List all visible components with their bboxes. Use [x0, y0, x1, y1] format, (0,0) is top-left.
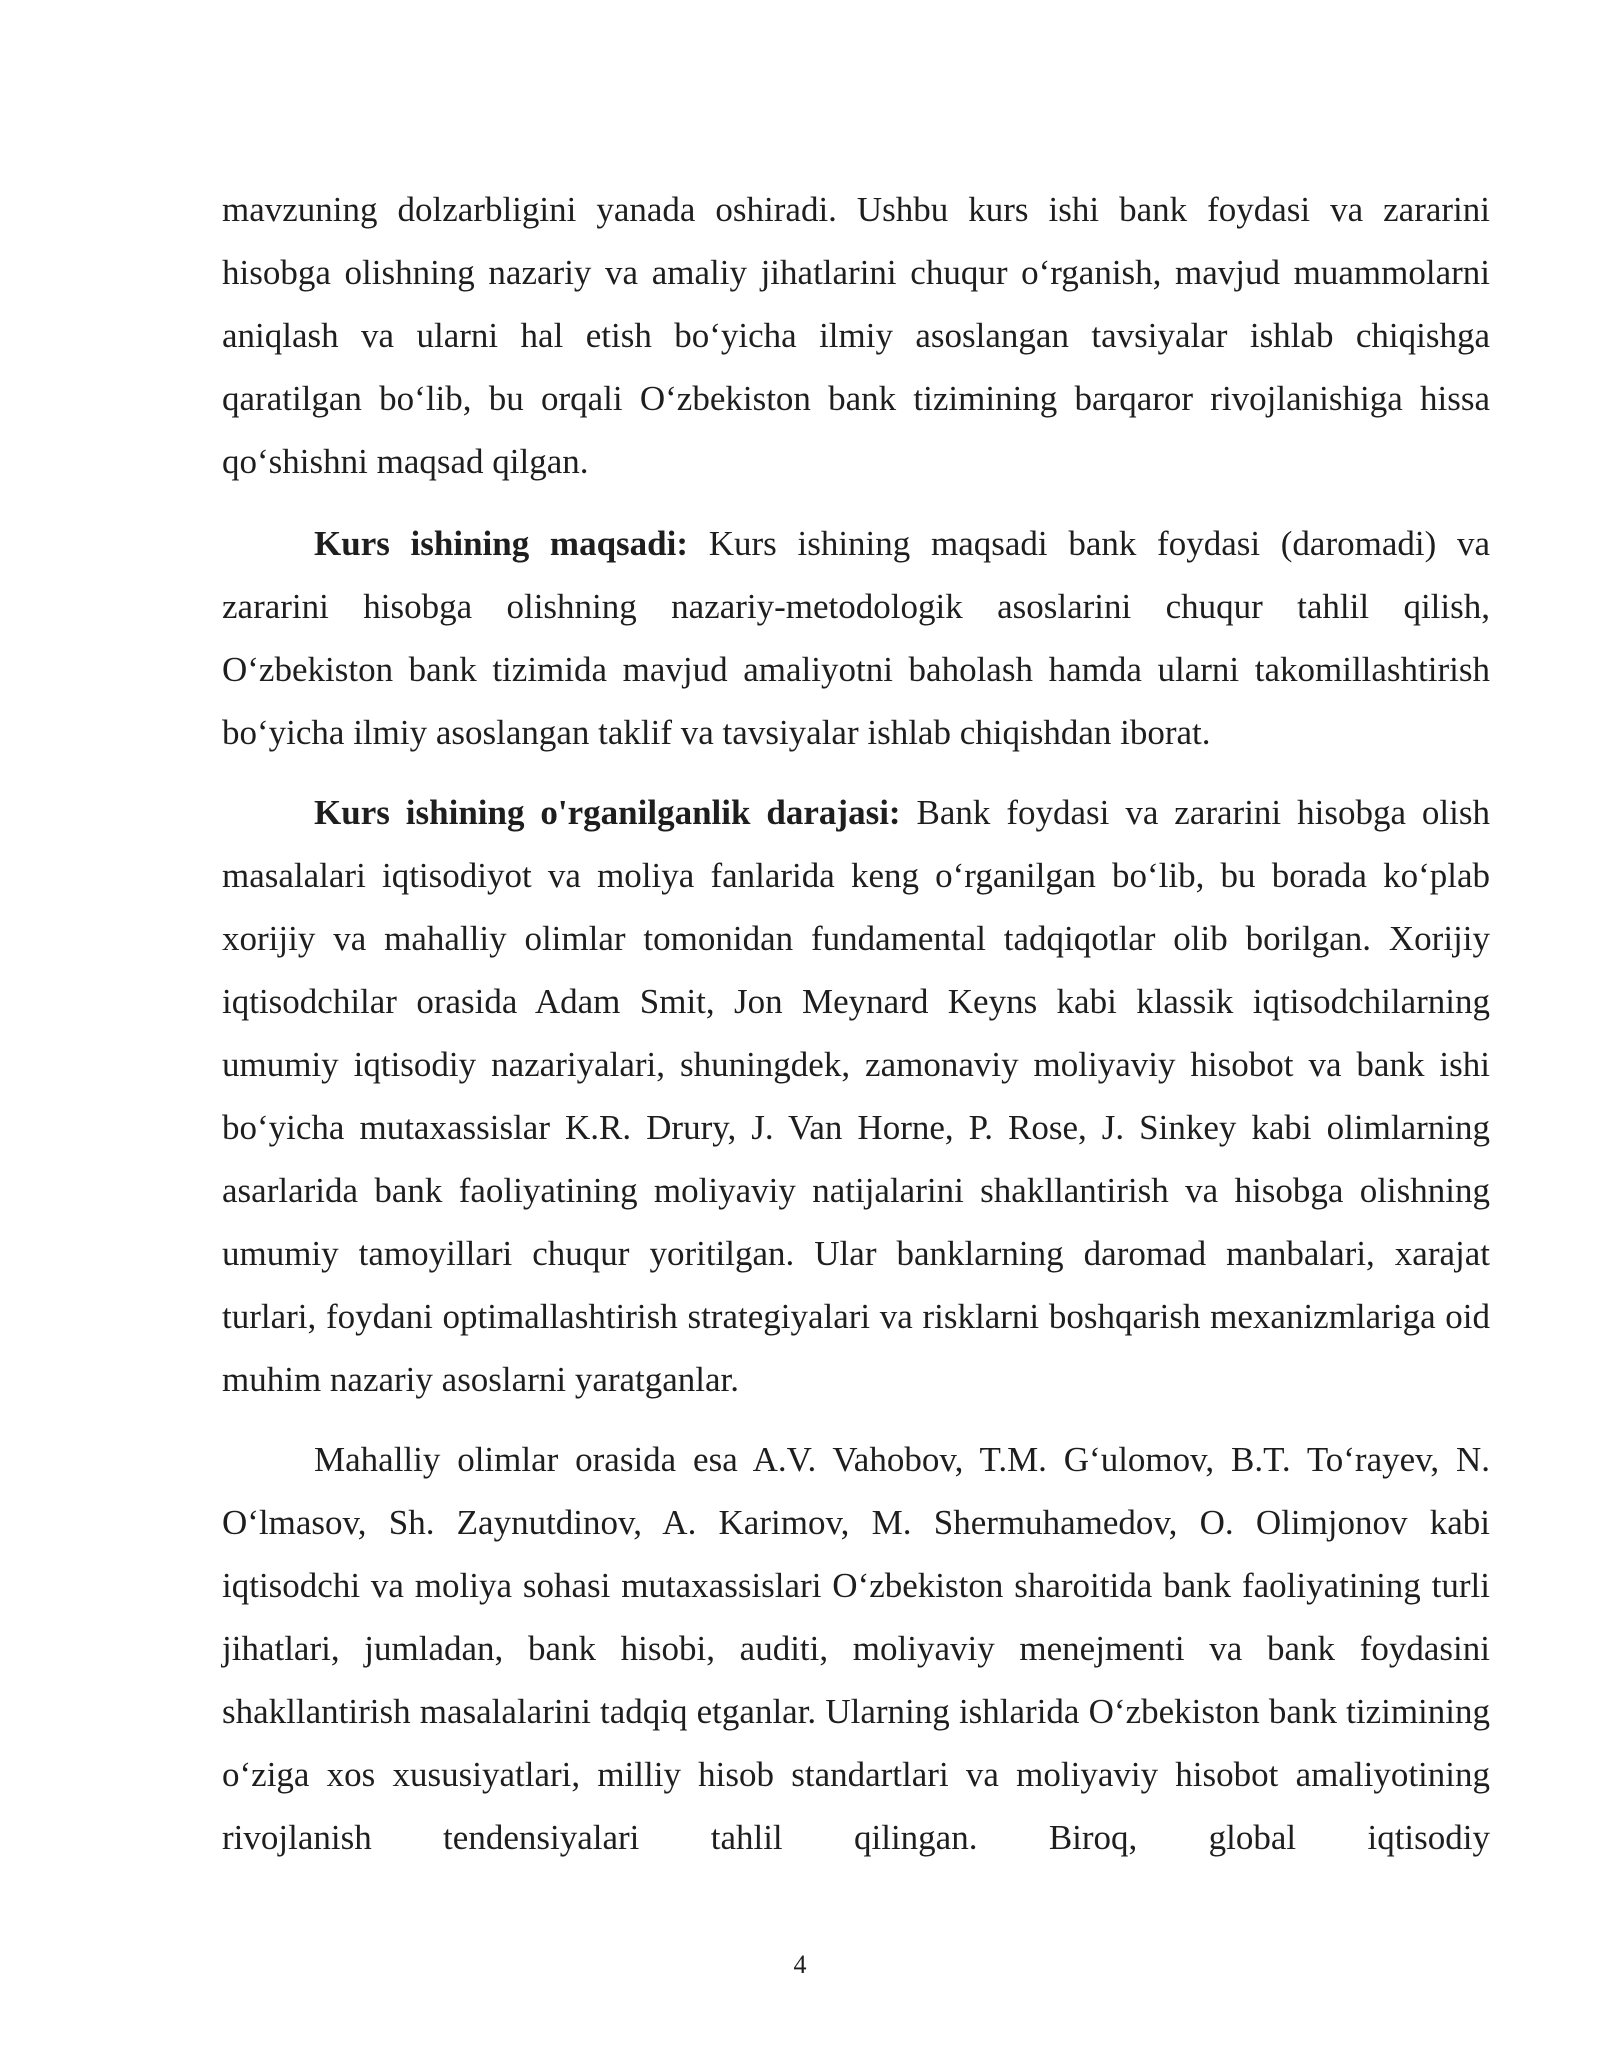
- study-level-text: Bank foydasi va zararini hisobga olish masalalari iqtisodiyot va moliya fanlarida keng o‘rganilgan bo‘lib, bu borada ko‘plab xorijiy va mahalliy olimlar tomonidan fundamental tadqiqotlar olib borilgan. Xorijiy iqtisodchilar orasida Adam Smit, Jon Meynard Keyns kabi klassik iqtisodchilarning umumiy iqtisodiy nazariyalari, shuningdek, zamonaviy moliyaviy hisobot va bank ishi bo‘yicha mutaxassislar K.R. Drury, J. Van Horne, P. Rose, J. Sinkey kabi olimlarning asarlarida bank faoliyatining moliyaviy natijalarini shakllantirish va hisobga olishning umumiy tamoyillari chuqur yoritilgan. Ular banklarning daromad manbalari, xarajat turlari, foydani optimallashtirish strategiyalari va risklarni boshqarish mexanizmlariga oid muhim nazariy asoslarni yaratganlar.: [222, 793, 1490, 1399]
- paragraph-text: Mahalliy olimlar orasida esa A.V. Vahobov, T.M. G‘ulomov, B.T. To‘rayev, N. O‘lmasov, Sh. Zaynutdinov, A. Karimov, M. Shermuhamedov, O. Olimjonov kabi iqtisodchi va moliya sohasi mutaxassislari O‘zbekiston sharoitida bank faoliyatining turli jihatlari, jumladan, bank hisobi, auditi, moliyaviy menejmenti va bank foydasini shakllantirish masalalarini tadqiq etganlar. Ularning ishlarida O‘zbekiston bank tizimining o‘ziga xos xususiyatlari, milliy hisob standartlari va moliyaviy hisobot amaliyotining rivojlanish tendensiyalari tahlil qilingan. Biroq, global iqtisodiy: [222, 1440, 1490, 1857]
- page-number: 4: [793, 1950, 807, 1979]
- purpose-heading: Kurs ishining maqsadi:: [314, 524, 689, 563]
- paragraph-study-level: [222, 781, 1490, 1411]
- purpose-text: Kurs ishining maqsadi bank foydasi (daromadi) va zararini hisobga olishning nazariy-metodologik asoslarini chuqur tahlil qilish, O‘zbekiston bank tizimida mavjud amaliyotni baholash hamda ularni takomillashtirish bo‘yicha ilmiy asoslangan taklif va tavsiyalar ishlab chiqishdan iborat.: [222, 524, 1490, 752]
- study-level-heading: Kurs ishining o'rganilganlik darajasi:: [314, 793, 901, 832]
- paragraph-local-scholars: [222, 1428, 1490, 1869]
- paragraph-intro-continuation: [222, 178, 1490, 493]
- paragraph-purpose: [222, 512, 1490, 764]
- paragraph-text: mavzuning dolzarbligini yanada oshiradi. Ushbu kurs ishi bank foydasi va zararini hisobga olishning nazariy va amaliy jihatlarini chuqur o‘rganish, mavjud muammolarni aniqlash va ularni hal etish bo‘yicha ilmiy asoslangan tavsiyalar ishlab chiqishga qaratilgan bo‘lib, bu orqali O‘zbekiston bank tizimining barqaror rivojlanishiga hissa qo‘shishni maqsad qilgan.: [222, 190, 1490, 481]
